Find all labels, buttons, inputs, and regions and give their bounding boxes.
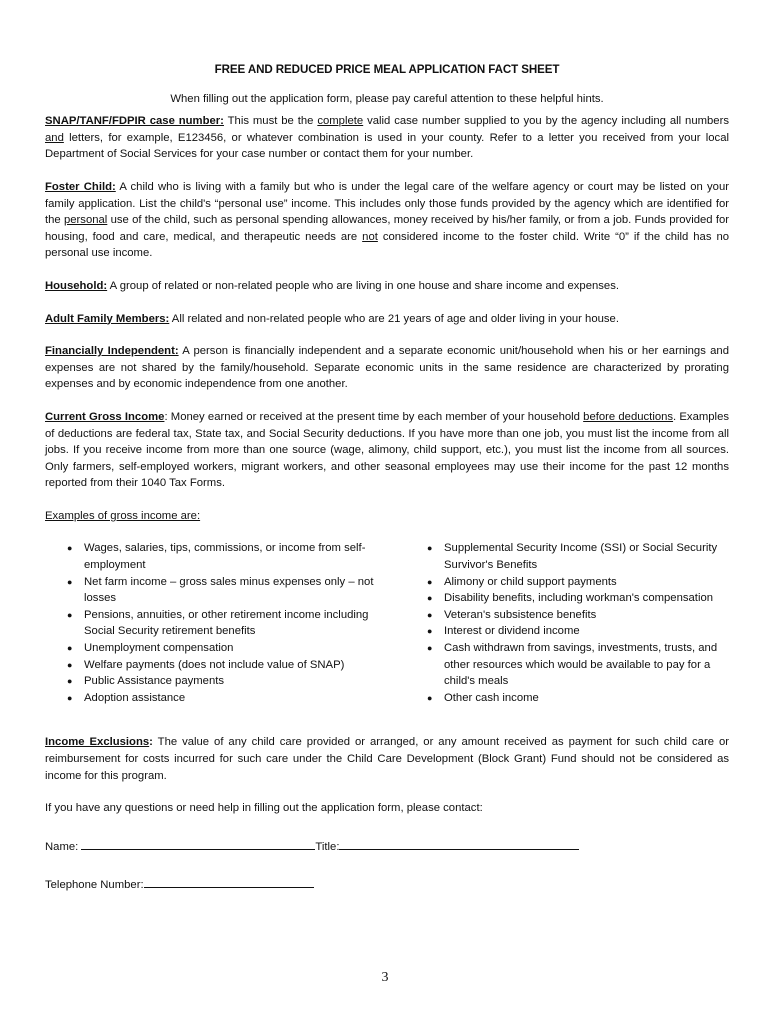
list-item: ● Pensions, annuities, or other retirement income including Social Security retirement benefits	[67, 608, 369, 638]
document-subtitle: When filling out the application form, please pay careful attention to these helpful hints.	[170, 92, 604, 105]
list-item: ● Net farm income – gross sales minus expenses only – not losses	[67, 575, 374, 605]
list-item: ● Veteran's subsistence benefits	[423, 607, 723, 624]
name-label: Name:	[45, 840, 82, 853]
household-paragraph: Household: A group of related or non-related people who are living in one house and share income and expenses.	[45, 279, 619, 292]
contact-line: If you have any questions or need help in filling out the application form, please contact:	[45, 802, 483, 815]
bullet-icon: ●	[67, 576, 73, 587]
bullet-icon: ●	[427, 593, 433, 604]
bullet-icon: ●	[427, 543, 433, 554]
examples-list-right	[423, 540, 723, 706]
bullet-icon: ●	[427, 576, 433, 587]
list-item: ● Unemployment compensation	[63, 640, 383, 657]
bullet-icon: ●	[427, 626, 433, 637]
list-item: ● Cash withdrawn from savings, investments, trusts, and other resources which would be available to pay for a child's meals	[427, 642, 718, 688]
list-item: ● Interest or dividend income	[423, 623, 723, 640]
list-item: ● Welfare payments (does not include value of SNAP)	[63, 657, 383, 674]
document-title: FREE AND REDUCED PRICE MEAL APPLICATION FACT SHEET	[214, 63, 560, 76]
bullet-icon: ●	[67, 676, 73, 687]
foster-child-paragraph: Foster Child: A child who is living with a family but who is under the legal care of the welfare agency or court may be listed on your family application. List the child's “personal use” income. This includes only those funds provided by the agency which are identified for the personal use of the child, such as personal spending allowances, money received by his/her family, or from a job. Funds provided for housing, food and care, medical, and therapeutic needs are not considered income to the foster child. Write “0” if the child has no personal use income.	[45, 180, 730, 260]
financially-independent-term: Financially Independent:	[45, 345, 179, 358]
name-field[interactable]	[81, 837, 315, 850]
snap-term: SNAP/TANF/FDPIR case number:	[45, 115, 224, 128]
bullet-icon: ●	[67, 609, 73, 620]
bullet-icon: ●	[427, 609, 433, 620]
financially-independent-paragraph: Financially Independent: A person is financially independent and a separate economic unit/household when his or her earnings and expenses are not shared by the family/household. Separate economic units in the same residence are characterized by prorating expenses and by economic independence from one another.	[45, 345, 729, 391]
bullet-icon: ●	[427, 643, 433, 654]
fact-sheet-page	[45, 62, 729, 914]
telephone-field[interactable]	[144, 875, 314, 888]
telephone-label: Telephone Number:	[45, 879, 144, 892]
telephone-row	[45, 875, 729, 894]
examples-columns	[45, 540, 729, 706]
examples-list-left	[63, 540, 383, 706]
name-title-row	[45, 837, 729, 856]
list-item: ● Other cash income	[423, 690, 723, 707]
income-exclusions-paragraph: Income Exclusions: The value of any child care provided or arranged, or any amount received as payment for such child care or reimbursement for costs incurred for such care under the Child Care Development (Block Grant) Fund should not be considered as income for this program.	[45, 736, 729, 782]
bullet-icon: ●	[67, 643, 73, 654]
gross-income-paragraph: Current Gross Income: Money earned or received at the present time by each member of your household before deductions. Examples of deductions are federal tax, State tax, and Social Security deductions. If you have more than one job, you must list the income from all jobs. If you receive income from more than one source (wage, alimony, child support, etc.), you must list the income from all sources. Only farmers, self-employed workers, migrant workers, and other seasonal employees may use their income for the past 12 months reported from their 1040 Tax Forms.	[45, 410, 729, 490]
list-item: ● Adoption assistance	[63, 690, 383, 707]
list-item: ● Alimony or child support payments	[423, 574, 723, 591]
foster-child-term: Foster Child:	[45, 180, 116, 193]
adult-members-paragraph: Adult Family Members: All related and non-related people who are 21 years of age and older living in your house.	[45, 312, 619, 325]
adult-members-term: Adult Family Members:	[45, 312, 170, 325]
list-item: ● Disability benefits, including workman's compensation	[423, 590, 723, 607]
bullet-icon: ●	[67, 659, 73, 670]
list-item: ● Wages, salaries, tips, commissions, or income from self-employment	[67, 542, 366, 572]
list-item: ● Public Assistance payments	[63, 673, 383, 690]
snap-paragraph: SNAP/TANF/FDPIR case number: This must be the complete valid case number supplied to you by the agency including all numbers and letters, for example, E123456, or whatever combination is used in your county. Refer to a letter you received from your local Department of Social Services for your case number or contact them for your number.	[45, 115, 729, 161]
page-number: 3	[381, 970, 389, 985]
title-label: Title:	[315, 840, 340, 853]
household-term: Household:	[45, 279, 108, 292]
bullet-icon: ●	[67, 543, 73, 554]
title-field[interactable]	[339, 837, 579, 850]
gross-income-term: Current Gross Income	[45, 410, 165, 423]
examples-heading: Examples of gross income are:	[45, 509, 201, 522]
income-exclusions-term: Income Exclusions	[45, 736, 150, 749]
bullet-icon: ●	[67, 692, 73, 703]
bullet-icon: ●	[427, 692, 433, 703]
list-item: ● Supplemental Security Income (SSI) or Social Security Survivor's Benefits	[427, 542, 718, 572]
